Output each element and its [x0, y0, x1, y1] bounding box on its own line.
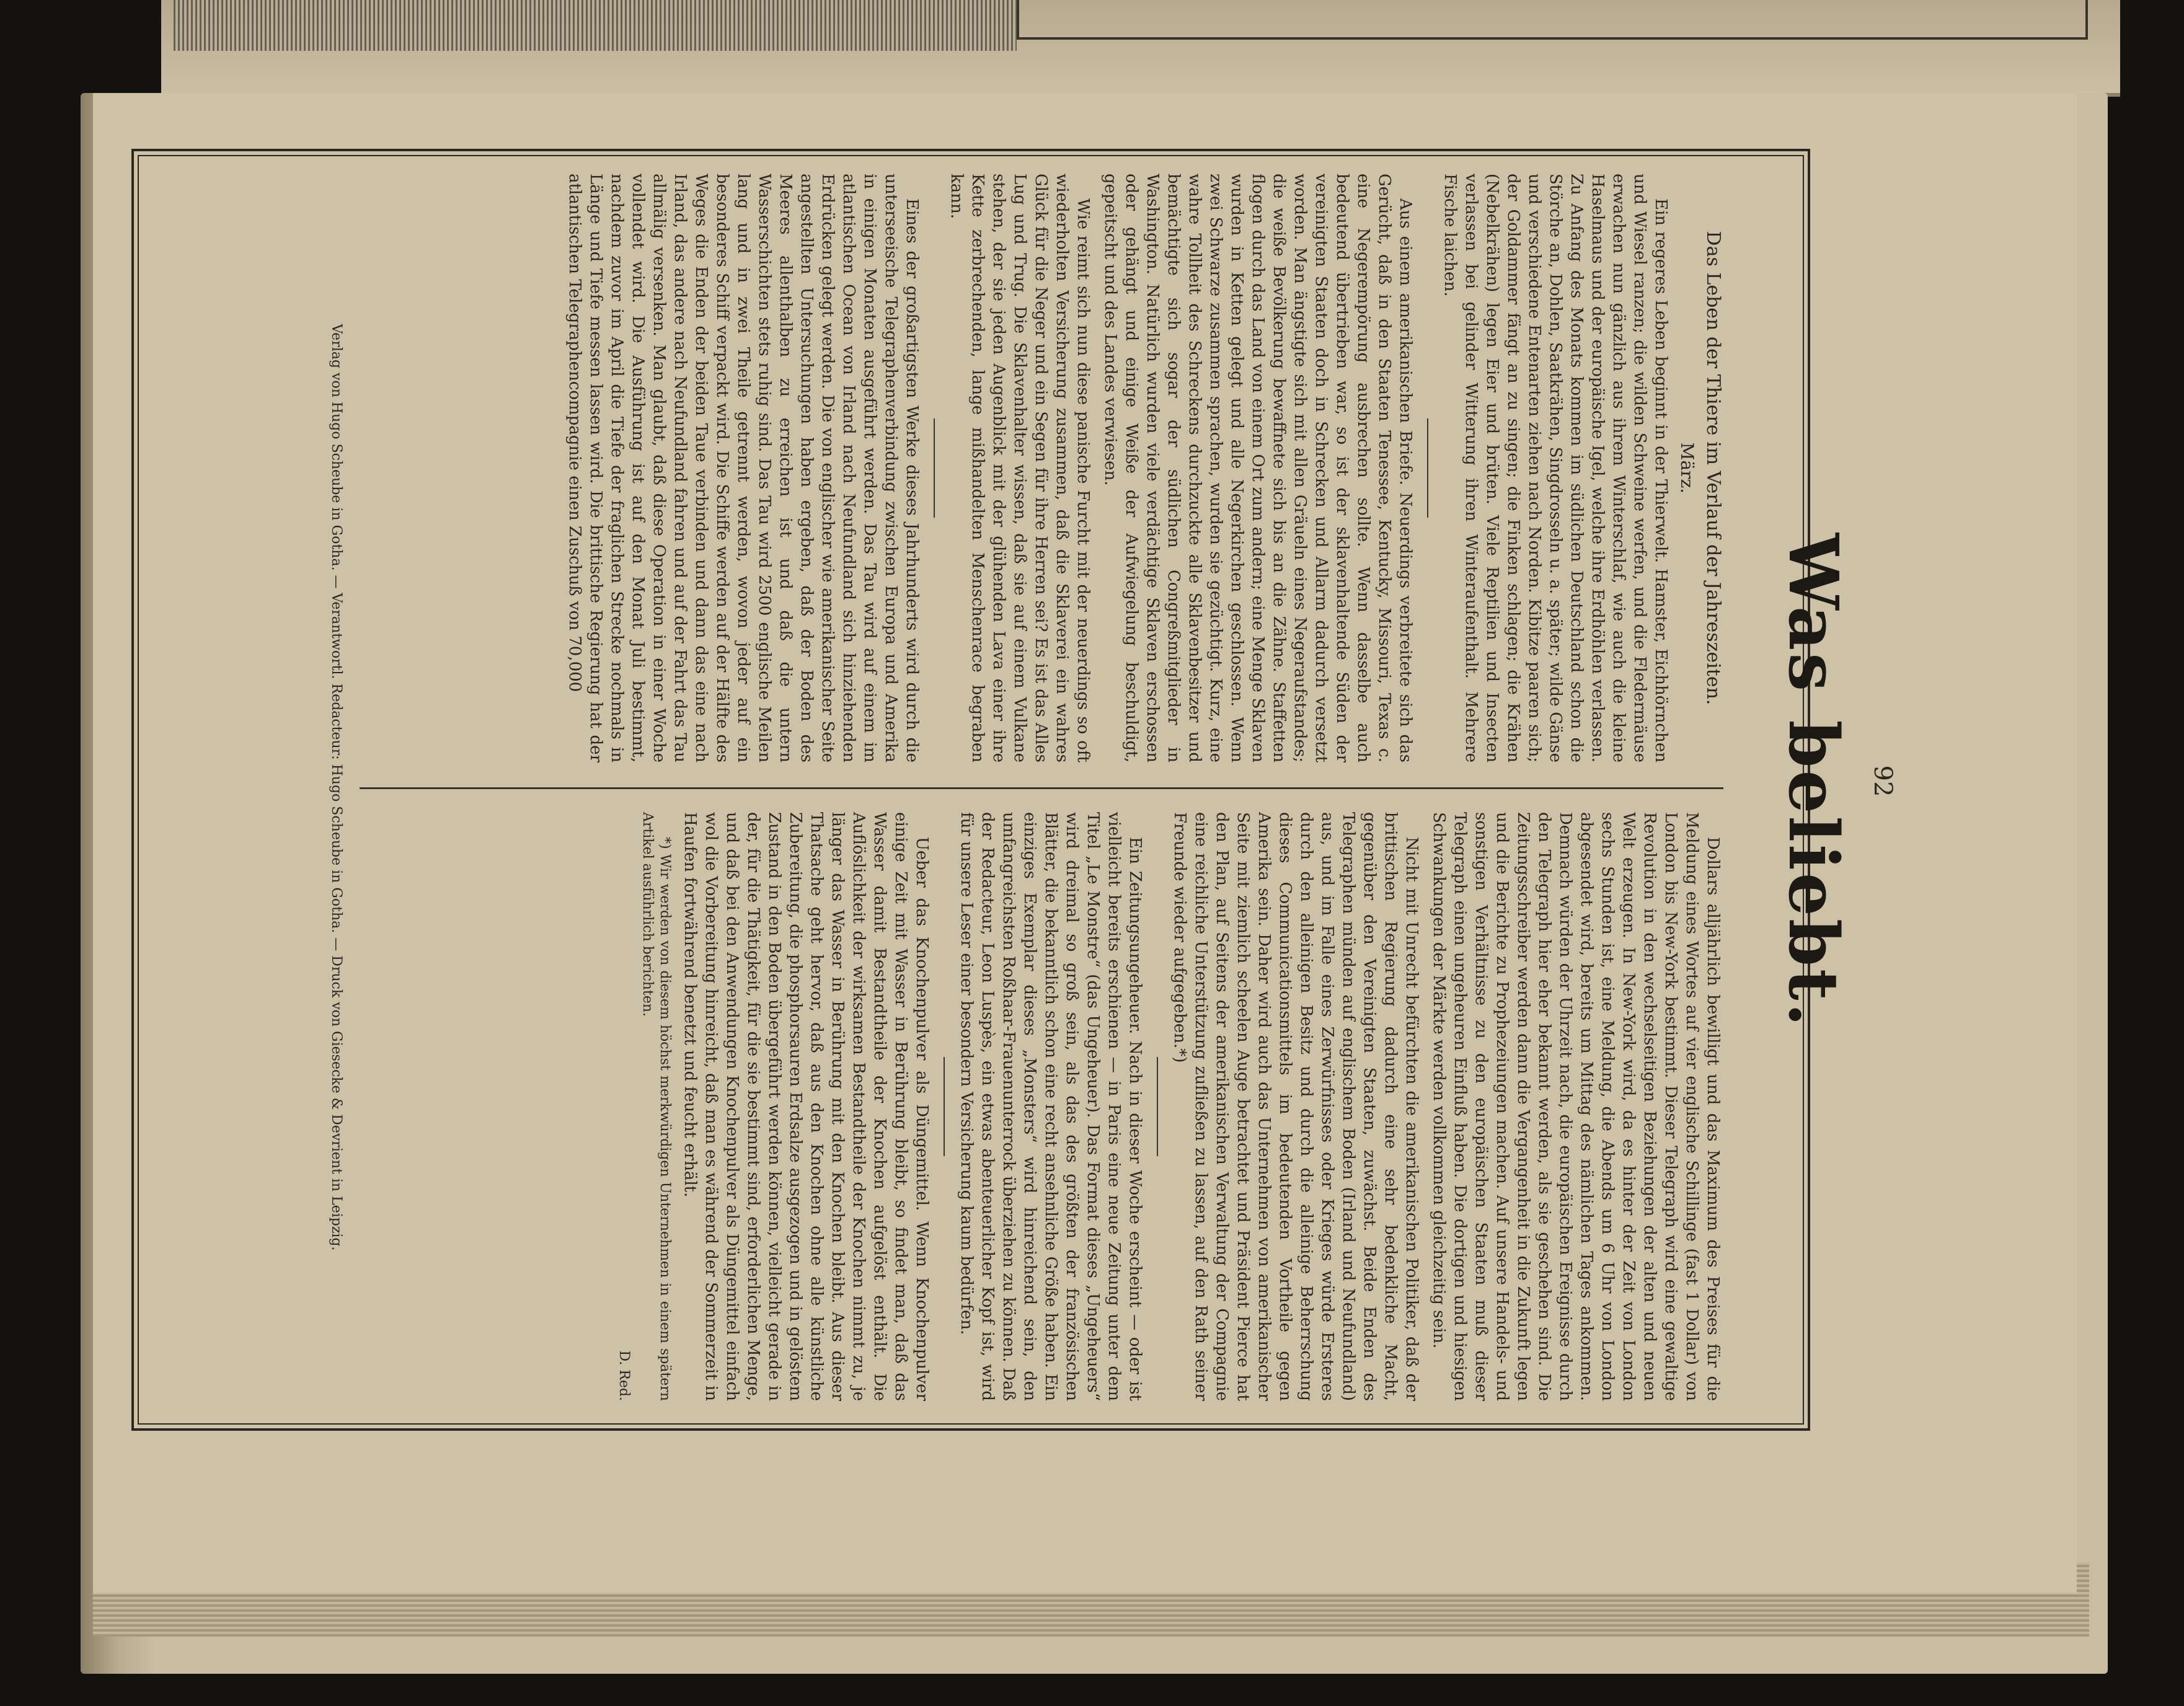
paragraph: Eines der großartigsten Werke dieses Jahrhunderts wird durch die unterseeische Telegraphenverbindung zwischen Europa und Amerika in einigen Monaten ausgeführt werden. Das Tau wird auf einem im atlantischen Ocean von Irland nach Neufundland sich hinziehenden Erdrücken gelegt werden. Die von englischer wie amerikanischer Seite angestellten Untersuchungen haben ergeben, daß der Boden des Meeres allenthalben zu erreichen ist und daß die untern Wasserschichten stets ruhig sind. Das Tau wird 2500 englische Meilen lang und in zwei Theile getrennt werden, wovon jeder auf ein besonderes Schiff verpackt wird. Die Schiffe werden auf der Hälfte des Weges die Enden der beiden Taue verbinden und dann das eine nach Irland, das andere nach Neufundland fahren und auf der Fahrt das Tau allmälig versenken. Man glaubt, daß diese Operation in einer Woche vollendet wird. Die Ausführung ist auf den Monat Juli bestimmt, nachdem zuvor im April die Tiefe der fraglichen Strecke nochmals in Länge und Tiefe messen lassen wird. Die brittische Regierung hat der atlantischen Telegraphencompagnie einen Zuschuß von 70,000 — [565, 174, 921, 762]
right-column — [372, 812, 1723, 1401]
left-column — [372, 174, 1723, 762]
paragraph: Ueber das Knochenpulver als Düngemittel. Wenn Knochenpulver einige Zeit mit Wasser in Berührung bleibt, so findet man, daß das Wasser damit Bestandtheile der Knochen aufgelöst enthält. Die Auflöslichkeit der wirksamen Bestandtheile der Knochen nimmt zu, je länger das Wasser in Berührung mit den Knochen bleibt. Aus dieser Thatsache geht hervor, daß aus den Knochen ohne alle künstliche Zubereitung, die phosphorsauren Erdsalze ausgezogen und in gelöstem Zustand in den Boden übergeführt werden können, vielleicht gerade in der, für die Thätigkeit, für die sie bestimmt sind, erforderlichen Menge, und daß bei den Anwendungen Knochenpulver als Düngemittel einfach wol die Vorbereitung hinreicht, daß man es während der Sommerzeit in Haufen fortwährend benetzt und feucht erhält. — [681, 812, 931, 1401]
imprint: Verlag von Hugo Scheube in Gotha. — Verantwortl. Redacteur: Hugo Scheube in Gotha. — Druck von Giesecke & Devrient in Leipzig. — [329, 324, 344, 1251]
paragraph: Dollars alljährlich bewilligt und das Maximum des Preises für die Meldung eines Wortes auf vier englische Schillinge (fast 1 Dollar) von London bis New-York bestimmt. Dieser Telegraph wird eine gewaltige Revolution in den wechselseitigen Beziehungen der alten und neuen Welt erzeugen. In New-York wird, da es hinter der Zeit von London sechs Stunden ist, eine Meldung, die Abends um 6 Uhr von London abgesendet wird, bereits um Mittag des nämlichen Tages ankommen. Demnach würden der Uhrzeit nach, die europäischen Ereignisse durch den Telegraph hier eher bekannt werden, als sie geschehen sind. Die Zeitungsschreiber werden dann die Vergangenheit in die Zukunft legen und die Berichte zu Prophezeiungen machen. Auf unsere Handels- und sonstigen Verhältnisse zu den europäischen Staaten muß dieser Telegraph einen ungeheuren Einfluß haben. Die dortigen und hiesigen Schwankungen der Märkte werden vollkommen gleichzeitig sein. — [1430, 812, 1722, 1401]
signature: D. Red. — [616, 1350, 632, 1401]
paragraph: Aus einem amerikanischen Briefe. Neuerdings verbreitete sich das Gerücht, daß in den Staaten Tenessee, Kentucky, Missouri, Texas c. eine Negerempörung ausbrechen sollte. Wenn dasselbe auch bedeutend übertrieben war, so ist der sklavenhaltende Süden der vereinigten Staaten doch in Schrecken und Allarm dadurch versetzt worden. Man ängstigte sich mit allen Gräueln eines Negeraufstandes; die weiße Bevölkerung bewaffnete sich bis an die Zähne. Staffetten flogen durch das Land von einem Ort zum andern; eine Menge Sklaven wurden in Ketten gelegt und alle Negerkirchen geschlossen. Wenn zwei Schwarze zusammen sprachen, wurden sie gezüchtigt. Kurz, eine wahre Tollheit des Schreckens durchzuckte alle Sklavenbesitzer und bemächtigte sich sogar der südlichen Congreßmitglieder in Washington. Natürlich wurden viele verdächtige Sklaven erschossen oder gehängt und einige Weiße der Aufwiegelung beschuldigt, gepeitscht und des Landes verwiesen. — [1101, 174, 1415, 762]
paragraph: Wie reimt sich nun diese panische Furcht mit der neuerdings so oft wiederholten Versicherung zusammen, daß die Sklaverei ein wahres Glück für die Neger und ein Segen für ihre Herren sei? Es ist das Alles Lug und Trug. Die Sklavenhalter wissen, daß sie auf einem Vulkane stehen, der sie jeden Augenblick mit der glühenden Lava einer ihre Kette zerbrechenden, lange mißhandelten Menschenrace begraben kann. — [947, 174, 1092, 762]
article-heading: Das Leben der Thiere im Verlauf der Jahreszeiten. — [1702, 231, 1724, 705]
column-rule — [360, 787, 1723, 789]
paragraph: Nicht mit Unrecht befürchten die amerikanischen Politiker, daß der brittischen Regierung dadurch eine sehr bedenkliche Macht, gegenüber den Vereinigten Staaten, zuwächst. Beide Enden des Telegraphen münden auf englischem Boden (Irland und Neufundland) aus, und im Falle eines Zerwürfnisses oder Krieges würde Ersteres durch den alleinigen Besitz und durch die alleinige Beherrschung dieses Communicationsmittels im bedeutenden Vortheile gegen Amerika sein. Daher wird auch das Unternehmen von amerikanischer Seite mit ziemlich scheelen Auge betrachtet und Präsident Pierce hat den Plan, auf Seitens der amerikanischen Verwaltung der Compagnie eine reichliche Unterstützung zufließen zu lassen, auf den Rath seiner Freunde wieder aufgegeben.*) — [1170, 812, 1421, 1401]
page-title: Was beliebt. — [1774, 533, 1854, 1029]
paragraph: Ein regeres Leben beginnt in der Thierwelt. Hamster, Eichhörnchen und Wiesel ranzen; die wilden Schweine werfen, und die Fledermäuse erwachen nun gänzlich aus ihrem Winterschlaf, wie auch die kleine Haselmaus und der europäische Igel, welche ihre Erdhöhlen verlassen. Zu Anfang des Monats kommen im südlichen Deutschland schon die Störche an, Dohlen, Saatkrähen, Singdrosseln u. a. später; wilde Gänse und verschiedene Entenarten ziehen nach Norden. Kibitze paaren sich; der Goldammer fängt an zu singen; die Finken schlagen; die Krähen (Nebelkrähen) legen Eier und brüten. Viele Reptilien und Insecten verlassen bei gelinder Witterung ihren Winteraufenthalt. Mehrere Fische laichen. — [1441, 174, 1670, 762]
article-subheading: März. — [1677, 442, 1697, 494]
separator — [1427, 418, 1428, 518]
page-number: 92 — [1868, 765, 1897, 797]
previous-page-engraving — [174, 0, 1017, 51]
rotated-page-content — [136, 99, 1922, 1463]
footnote: *) Wir werden von diesem höchst merkwürdigen Unternehmen in einem spätern Artikel ausführlich berichten. — [640, 812, 673, 1401]
previous-page-frame — [1017, 0, 2088, 40]
separator — [944, 1057, 945, 1156]
separator — [1157, 1057, 1158, 1156]
separator — [934, 418, 935, 518]
paragraph: Ein Zeitungsungeheuer. Nach in dieser Woche erscheint — oder ist vielleicht bereits erschienen — in Paris eine neue Zeitung unter dem Titel „Le Monstre“ (das Ungeheuer). Das Format dieses „Ungeheuers“ wird dreimal so groß sein, als das des größten der französischen Blätter, die bekanntlich schon eine recht ansehnliche Größe haben. Ein einziges Exemplar dieses „Monsters“ wird hinreichend sein, den umfangreichsten Roßhaar-Frauenunterrock überziehen zu können. Daß der Redacteur, Leon Luspès, ein etwas abenteuerlicher Kopf ist, wird für unsere Leser einer besondern Versicherung kaum bedürfen. — [957, 812, 1144, 1401]
